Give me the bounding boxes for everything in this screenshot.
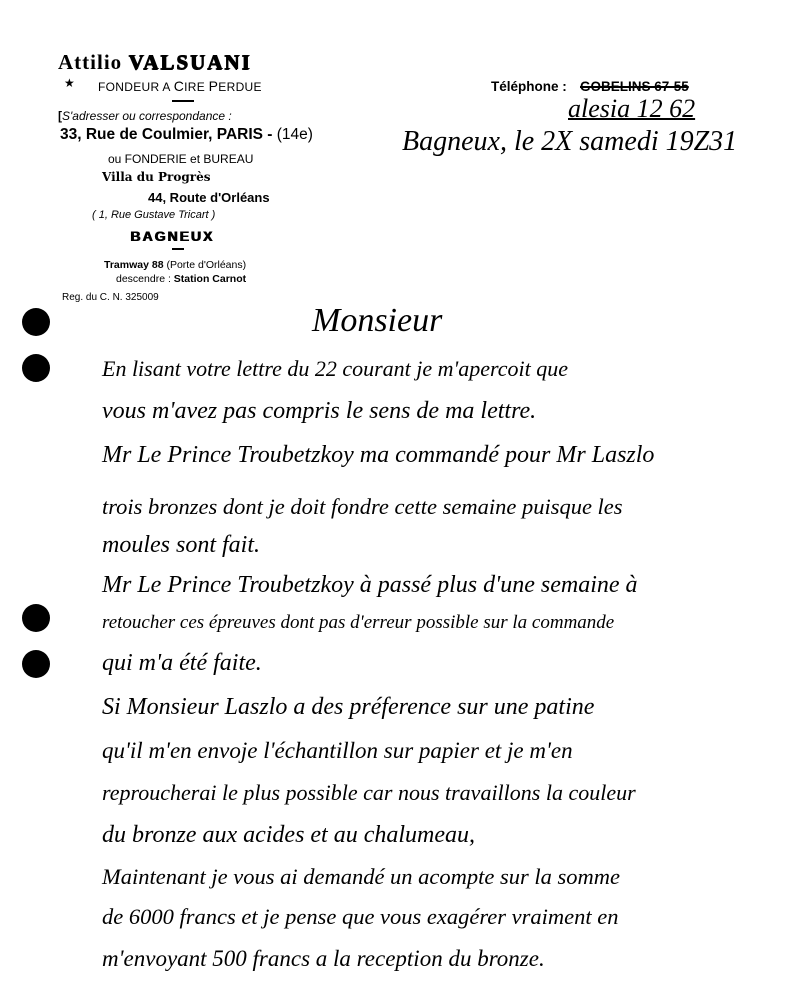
address-bracket: [ <box>58 109 62 123</box>
foundry-office-label: ou FONDERIE et BUREAU <box>108 152 254 166</box>
paris-arrondissement: (14e) <box>276 126 313 143</box>
letter-line: moules sont fait. <box>102 532 261 558</box>
descend-label: descendre : <box>116 273 174 285</box>
punch-hole <box>22 354 50 382</box>
trade-p: P <box>208 78 219 94</box>
paris-address <box>60 126 313 144</box>
letter-line: Mr Le Prince Troubetzkoy à passé plus d'une semaine à <box>102 572 638 598</box>
station-name: Station Carnot <box>173 273 247 285</box>
trade-c: C <box>173 78 185 94</box>
letter-line: En lisant votre lettre du 22 courant je m'apercoit que <box>102 356 569 381</box>
telephone-label: Téléphone : <box>491 79 567 94</box>
address-heading-text: S'adresser ou correspondance : <box>62 109 232 123</box>
letter-line: Si Monsieur Laszlo a des préference sur une patine <box>102 694 595 720</box>
letter-line: retoucher ces épreuves dont pas d'erreur possible sur la commande <box>102 612 615 633</box>
letter-line: qu'il m'en envoje l'échantillon sur papier et je m'en <box>102 738 573 763</box>
letter-line: de 6000 francs et je pense que vous exagérer vraiment en <box>102 904 619 929</box>
divider <box>172 100 194 102</box>
letter-line: vous m'avez pas compris le sens de ma lettre. <box>102 398 537 424</box>
letter-line: du bronze aux acides et au chalumeau, <box>102 822 476 848</box>
trade-erdue: ERDUE <box>218 80 262 94</box>
letter-line: m'envoyant 500 francs a la reception du bronze. <box>102 946 545 971</box>
letter-line: Mr Le Prince Troubetzkoy ma commandé pour Mr Laszlo <box>102 442 655 468</box>
letter-line: reproucherai le plus possible car nous travaillons la couleur <box>102 780 636 805</box>
company-name <box>58 50 251 75</box>
letter-line: qui m'a été faite. <box>102 650 262 676</box>
trade-prefix: FONDEUR A <box>98 80 174 94</box>
star-icon: ★ <box>64 76 75 90</box>
letter-line: Maintenant je vous ai demandé un acompte sur la somme <box>102 864 621 889</box>
villa-name: Villa du Progrès <box>102 170 211 184</box>
salutation: Monsieur <box>312 302 443 339</box>
trade-line <box>98 78 262 94</box>
tramway-info <box>104 259 246 271</box>
place-date: Bagneux, le 2X samedi 19Z31 <box>402 126 738 157</box>
paris-street: 33, Rue de Coulmier, PARIS - <box>60 126 277 143</box>
punch-hole <box>22 308 50 336</box>
letter-line: trois bronzes dont je doit fondre cette semaine puisque les <box>102 494 623 519</box>
company-first-name: Attilio <box>58 50 123 74</box>
station-info <box>116 273 246 285</box>
punch-hole <box>22 650 50 678</box>
telephone-handwritten-number: alesia 12 62 <box>568 94 696 123</box>
divider <box>172 248 184 250</box>
punch-hole <box>22 604 50 632</box>
route-address: 44, Route d'Orléans <box>148 190 270 205</box>
tricart-address: ( 1, Rue Gustave Tricart ) <box>92 209 216 221</box>
telephone-struck-number: GOBELINS 67-55 <box>580 79 689 94</box>
tramway-terminus: (Porte d'Orléans) <box>166 259 247 271</box>
address-heading <box>58 109 232 123</box>
town-name: BAGNEUX <box>130 228 215 244</box>
trade-ire: IRE <box>184 80 209 94</box>
trade-register: Reg. du C. N. 325009 <box>62 292 159 303</box>
tramway-line: Tramway 88 <box>104 259 164 271</box>
company-surname: VALSUANI <box>128 50 252 74</box>
